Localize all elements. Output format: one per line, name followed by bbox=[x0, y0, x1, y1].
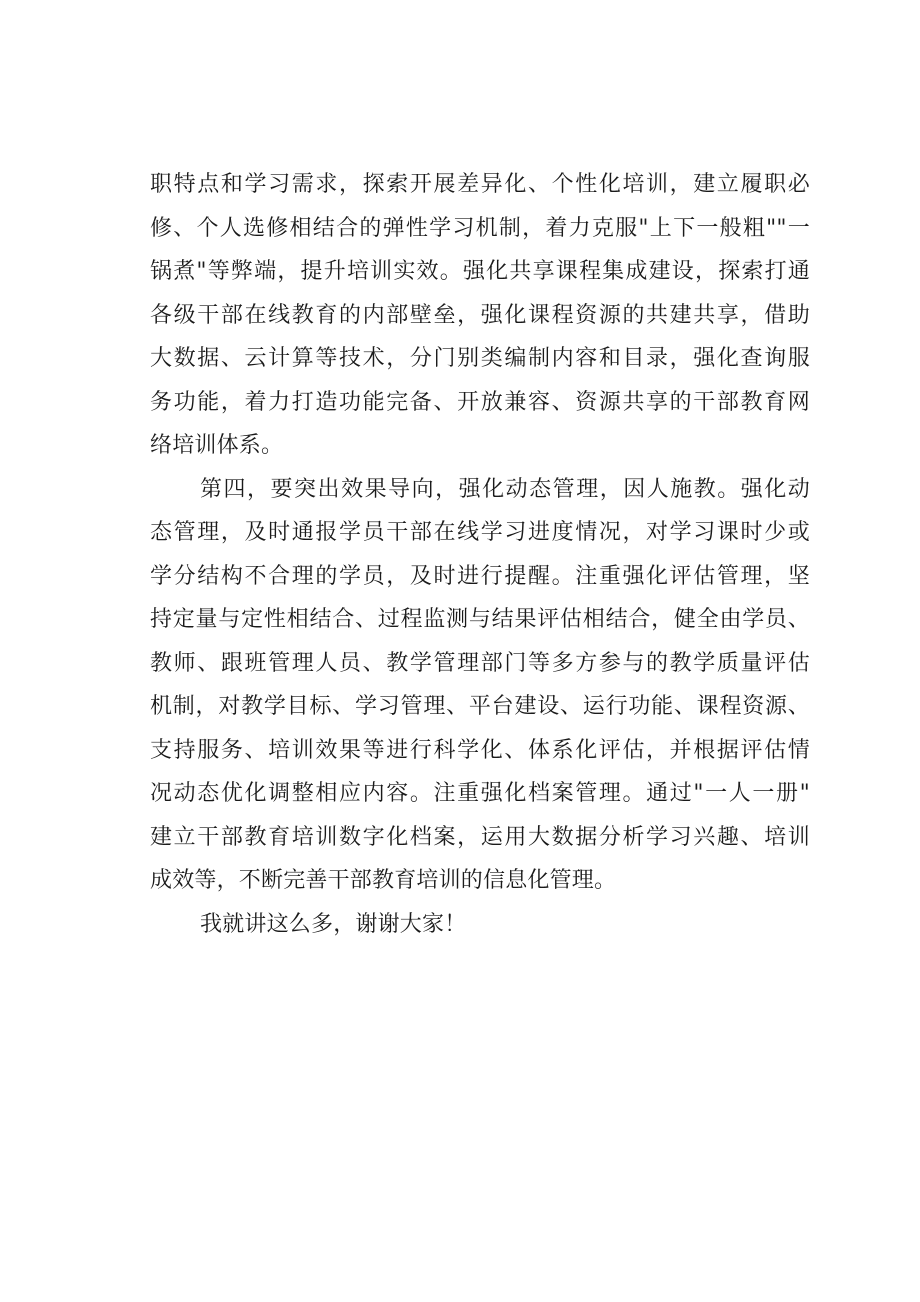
text-line: 务功能，着力打造功能完备、开放兼容、资源共享的干部教育网 bbox=[150, 389, 810, 415]
paragraph-3 bbox=[150, 903, 810, 947]
text-line: 大数据、云计算等技术，分门别类编制内容和目录，强化查询服 bbox=[150, 346, 810, 371]
text-line: 各级干部在线教育的内部壁垒，强化课程资源的共建共享，借助 bbox=[150, 302, 810, 328]
text-line: 第四，要突出效果导向，强化动态管理，因人施教。强化动 bbox=[200, 476, 810, 502]
paragraph-2 bbox=[150, 468, 810, 903]
text-line: 修、个人选修相结合的弹性学习机制，着力克服"上下一般粗""一 bbox=[150, 215, 810, 241]
text-line: 建立干部教育培训数字化档案，运用大数据分析学习兴趣、培训 bbox=[150, 824, 810, 850]
closing-line: 我就讲这么多，谢谢大家！ bbox=[200, 911, 467, 937]
text-line: 教师、跟班管理人员、教学管理部门等多方参与的教学质量评估 bbox=[150, 650, 810, 676]
text-line: 支持服务、培训效果等进行科学化、体系化评估，并根据评估情 bbox=[150, 737, 810, 763]
text-line: 络培训体系。 bbox=[150, 433, 284, 458]
text-line: 锅煮"等弊端，提升培训实效。强化共享课程集成建设，探索打通 bbox=[150, 259, 810, 284]
text-line: 况动态优化调整相应内容。注重强化档案管理。通过"一人一册" bbox=[150, 781, 810, 806]
text-line: 持定量与定性相结合、过程监测与结果评估相结合，健全由学员、 bbox=[150, 607, 810, 632]
document-body bbox=[150, 163, 810, 946]
text-line: 成效等，不断完善干部教育培训的信息化管理。 bbox=[150, 868, 617, 893]
text-line: 学分结构不合理的学员，及时进行提醒。注重强化评估管理，坚 bbox=[150, 563, 810, 589]
text-line: 职特点和学习需求，探索开展差异化、个性化培训，建立履职必 bbox=[150, 172, 810, 197]
text-line: 机制，对教学目标、学习管理、平台建设、运行功能、课程资源、 bbox=[150, 694, 810, 719]
paragraph-1 bbox=[150, 163, 810, 468]
text-line: 态管理，及时通报学员干部在线学习进度情况，对学习课时少或 bbox=[150, 520, 810, 545]
